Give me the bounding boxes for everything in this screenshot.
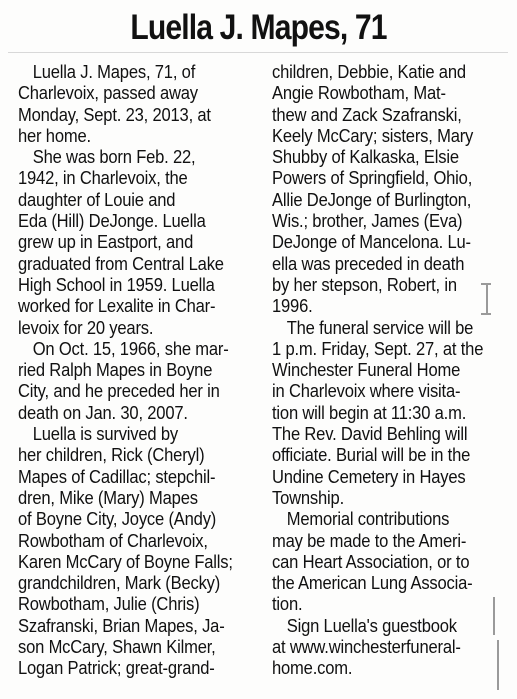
text-line: Township.: [272, 487, 344, 508]
text-line: Allie DeJonge of Burlington,: [272, 189, 472, 210]
paragraph: [272, 616, 508, 680]
text-line: graduated from Central Lake: [18, 253, 224, 274]
text-line: She was born Feb. 22,: [32, 147, 196, 168]
text-line: On Oct. 15, 1966, she mar-: [32, 338, 229, 359]
scan-mark: [497, 640, 499, 690]
text-line: of Boyne City, Joyce (Andy): [18, 509, 217, 530]
text-line: 1 p.m. Friday, Sept. 27, at the: [272, 338, 484, 359]
text-line: Luella is survived by: [32, 424, 178, 445]
text-line: at www.winchesterfuneral-: [272, 637, 461, 658]
text-line: Wis.; brother, James (Eva): [272, 211, 463, 232]
scan-mark: [481, 313, 491, 315]
text-line: 1996.: [272, 296, 313, 317]
scan-mark: [486, 283, 488, 315]
paragraph: [18, 147, 270, 339]
paragraph: [18, 62, 270, 147]
text-line: Logan Patrick; great-grand-: [18, 658, 215, 679]
text-line: children, Debbie, Katie and: [272, 62, 466, 82]
text-line: grew up in Eastport, and: [18, 232, 194, 253]
text-line: worked for Lexalite in Char-: [18, 296, 216, 317]
text-line: grandchildren, Mark (Becky): [18, 573, 221, 594]
text-line: tion will begin at 11:30 a.m.: [272, 402, 467, 423]
paragraph: [272, 509, 508, 615]
text-line: The Rev. David Behling will: [272, 424, 468, 445]
paragraph: [18, 424, 270, 680]
text-line: by her stepson, Robert, in: [272, 274, 457, 295]
text-line: City, and he preceded her in: [18, 381, 220, 402]
text-line: her home.: [18, 125, 91, 146]
paragraph: [18, 339, 270, 424]
headline: Luella J. Mapes, 71: [130, 8, 387, 47]
text-line: levoix for 20 years.: [18, 317, 154, 338]
text-line: Powers of Springfield, Ohio,: [272, 168, 473, 189]
text-line: The funeral service will be: [286, 317, 474, 338]
text-line: in Charlevoix where visita-: [272, 381, 461, 402]
text-line: ried Ralph Mapes in Boyne: [18, 360, 213, 381]
scan-mark: [493, 597, 495, 635]
text-line: Karen McCary of Boyne Falls;: [18, 551, 233, 572]
text-line: daughter of Louie and: [18, 189, 176, 210]
text-line: DeJonge of Mancelona. Lu-: [272, 232, 471, 253]
text-line: may be made to the Ameri-: [272, 530, 467, 551]
text-line: thew and Zack Szafranski,: [272, 104, 462, 125]
text-line: High School in 1959. Luella: [18, 274, 215, 295]
text-line: Undine Cemetery in Hayes: [272, 466, 466, 487]
text-line: can Heart Association, or to: [272, 551, 470, 572]
text-line: son McCary, Shawn Kilmer,: [18, 637, 216, 658]
text-line: Szafranski, Brian Mapes, Ja-: [18, 615, 225, 636]
text-line: home.com.: [272, 658, 353, 679]
text-line: officiate. Burial will be in the: [272, 445, 471, 466]
scan-mark: [481, 283, 491, 285]
text-line: dren, Mike (Mary) Mapes: [18, 487, 198, 508]
text-line: 1942, in Charlevoix, the: [18, 168, 188, 189]
paragraph: [272, 318, 508, 510]
text-line: death on Jan. 30, 2007.: [18, 402, 188, 423]
headline-rule: [8, 52, 508, 53]
text-line: Rowbotham, Julie (Chris): [18, 594, 200, 615]
text-line: Eda (Hill) DeJonge. Luella: [18, 211, 206, 232]
text-line: Keely McCary; sisters, Mary: [272, 125, 474, 146]
text-line: Charlevoix, passed away: [18, 83, 198, 104]
text-line: ella was preceded in death: [272, 253, 465, 274]
text-line: Mapes of Cadillac; stepchil-: [18, 466, 216, 487]
text-line: Angie Rowbotham, Mat-: [272, 83, 446, 104]
text-line: her children, Rick (Cheryl): [18, 445, 205, 466]
text-line: Luella J. Mapes, 71, of: [32, 62, 196, 82]
text-line: tion.: [272, 594, 303, 615]
text-line: Monday, Sept. 23, 2013, at: [18, 104, 211, 125]
text-line: Rowbotham of Charlevoix,: [18, 530, 208, 551]
left-column: [18, 62, 270, 680]
text-line: Sign Luella's guestbook: [286, 615, 457, 636]
paragraph: [272, 62, 508, 318]
text-line: Winchester Funeral Home: [272, 360, 461, 381]
text-line: Shubby of Kalkaska, Elsie: [272, 147, 459, 168]
right-column: [272, 62, 508, 680]
text-line: Memorial contributions: [286, 509, 450, 530]
text-line: the American Lung Associa-: [272, 573, 473, 594]
